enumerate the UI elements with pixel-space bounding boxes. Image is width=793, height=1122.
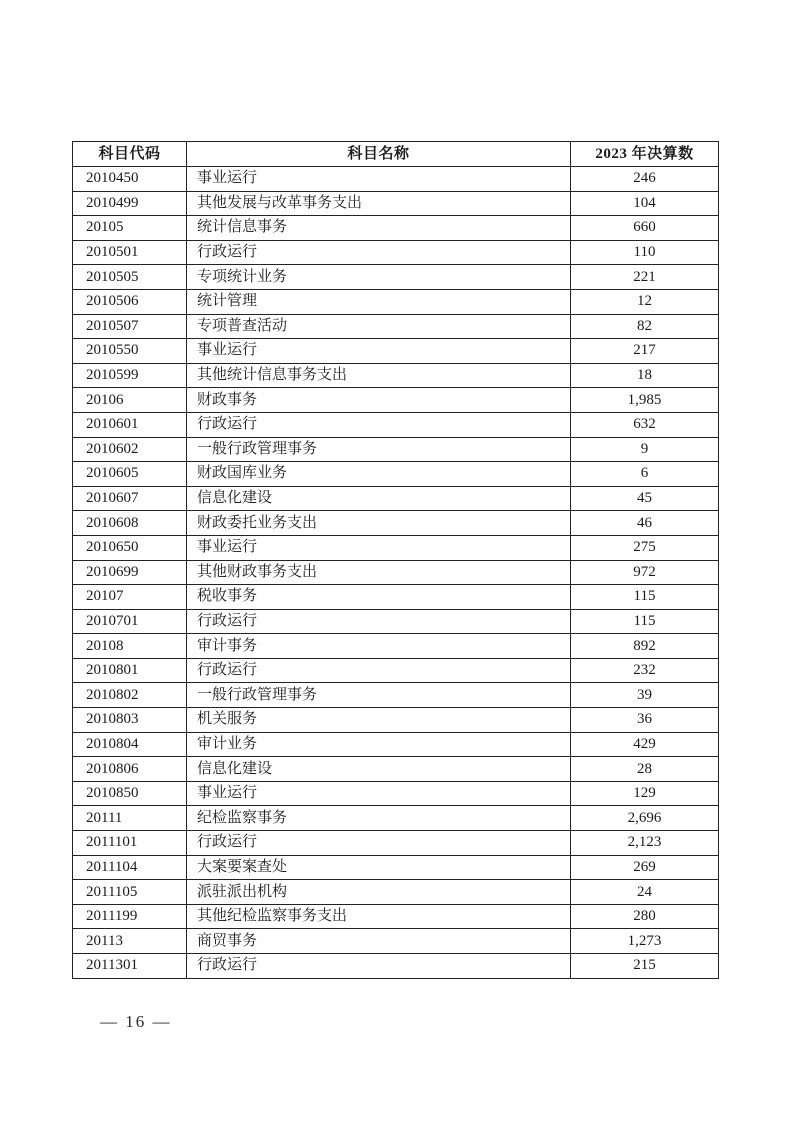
cell-subject-name: 其他发展与改革事务支出: [187, 191, 571, 216]
table-row: [73, 781, 719, 806]
cell-final-account-amount: 2,696: [571, 806, 719, 831]
cell-subject-code: 2010806: [73, 757, 187, 782]
cell-final-account-amount: 115: [571, 609, 719, 634]
cell-subject-name: 财政委托业务支出: [187, 511, 571, 536]
table-row: [73, 954, 719, 979]
cell-subject-code: 2010699: [73, 560, 187, 585]
table-row: [73, 289, 719, 314]
cell-subject-name: 统计信息事务: [187, 216, 571, 241]
cell-subject-code: 2011199: [73, 904, 187, 929]
cell-final-account-amount: 104: [571, 191, 719, 216]
cell-final-account-amount: 972: [571, 560, 719, 585]
cell-subject-name: 一般行政管理事务: [187, 683, 571, 708]
cell-final-account-amount: 232: [571, 658, 719, 683]
cell-final-account-amount: 2,123: [571, 831, 719, 856]
cell-subject-code: 2010850: [73, 781, 187, 806]
cell-final-account-amount: 36: [571, 708, 719, 733]
cell-subject-name: 其他财政事务支出: [187, 560, 571, 585]
cell-subject-code: 2010608: [73, 511, 187, 536]
cell-subject-code: 20106: [73, 388, 187, 413]
cell-subject-code: 20108: [73, 634, 187, 659]
cell-subject-name: 行政运行: [187, 412, 571, 437]
table-row: [73, 880, 719, 905]
cell-subject-code: 2010605: [73, 462, 187, 487]
table-row: [73, 388, 719, 413]
table-row: [73, 511, 719, 536]
cell-subject-code: 2010601: [73, 412, 187, 437]
cell-subject-name: 事业运行: [187, 339, 571, 364]
cell-final-account-amount: 45: [571, 486, 719, 511]
cell-subject-name: 行政运行: [187, 240, 571, 265]
cell-final-account-amount: 82: [571, 314, 719, 339]
table-row: [73, 831, 719, 856]
cell-subject-code: 2010501: [73, 240, 187, 265]
cell-final-account-amount: 110: [571, 240, 719, 265]
cell-subject-code: 2010506: [73, 289, 187, 314]
cell-subject-name: 专项普查活动: [187, 314, 571, 339]
cell-subject-code: 2010599: [73, 363, 187, 388]
cell-subject-name: 事业运行: [187, 535, 571, 560]
cell-subject-name: 其他统计信息事务支出: [187, 363, 571, 388]
column-header-name: 科目名称: [187, 142, 571, 167]
cell-final-account-amount: 1,273: [571, 929, 719, 954]
cell-subject-code: 2010450: [73, 167, 187, 192]
cell-subject-name: 派驻派出机构: [187, 880, 571, 905]
cell-subject-name: 大案要案查处: [187, 855, 571, 880]
cell-final-account-amount: 429: [571, 732, 719, 757]
table-row: [73, 240, 719, 265]
cell-subject-name: 其他纪检监察事务支出: [187, 904, 571, 929]
cell-final-account-amount: 280: [571, 904, 719, 929]
cell-final-account-amount: 1,985: [571, 388, 719, 413]
table-row: [73, 265, 719, 290]
table-row: [73, 412, 719, 437]
cell-subject-code: 2010801: [73, 658, 187, 683]
cell-subject-name: 审计业务: [187, 732, 571, 757]
cell-subject-code: 2011104: [73, 855, 187, 880]
table-row: [73, 855, 719, 880]
cell-subject-code: 2010701: [73, 609, 187, 634]
table-row: [73, 339, 719, 364]
table-row: [73, 216, 719, 241]
cell-subject-code: 2010607: [73, 486, 187, 511]
cell-subject-code: 2011101: [73, 831, 187, 856]
cell-subject-code: 2010804: [73, 732, 187, 757]
table-row: [73, 191, 719, 216]
table-row: [73, 535, 719, 560]
cell-final-account-amount: 246: [571, 167, 719, 192]
cell-final-account-amount: 12: [571, 289, 719, 314]
cell-final-account-amount: 221: [571, 265, 719, 290]
cell-final-account-amount: 6: [571, 462, 719, 487]
cell-subject-code: 2010650: [73, 535, 187, 560]
cell-subject-code: 2011301: [73, 954, 187, 979]
cell-final-account-amount: 215: [571, 954, 719, 979]
table-row: [73, 585, 719, 610]
cell-final-account-amount: 46: [571, 511, 719, 536]
cell-subject-name: 财政事务: [187, 388, 571, 413]
cell-final-account-amount: 632: [571, 412, 719, 437]
table-row: [73, 314, 719, 339]
cell-subject-name: 一般行政管理事务: [187, 437, 571, 462]
column-header-amount: 2023 年决算数: [571, 142, 719, 167]
cell-subject-name: 行政运行: [187, 831, 571, 856]
cell-final-account-amount: 660: [571, 216, 719, 241]
cell-subject-name: 专项统计业务: [187, 265, 571, 290]
cell-subject-name: 信息化建设: [187, 486, 571, 511]
table-row: [73, 560, 719, 585]
cell-subject-code: 2011105: [73, 880, 187, 905]
table-row: [73, 167, 719, 192]
cell-subject-name: 信息化建设: [187, 757, 571, 782]
cell-subject-code: 2010602: [73, 437, 187, 462]
cell-subject-code: 2010802: [73, 683, 187, 708]
table-row: [73, 658, 719, 683]
cell-subject-code: 2010507: [73, 314, 187, 339]
table-row: [73, 708, 719, 733]
cell-subject-name: 审计事务: [187, 634, 571, 659]
cell-subject-code: 2010499: [73, 191, 187, 216]
cell-final-account-amount: 269: [571, 855, 719, 880]
page-number: — 16 —: [100, 1012, 172, 1031]
cell-final-account-amount: 275: [571, 535, 719, 560]
cell-subject-name: 行政运行: [187, 954, 571, 979]
table-row: [73, 757, 719, 782]
budget-table: [72, 141, 719, 979]
cell-subject-code: 2010550: [73, 339, 187, 364]
cell-final-account-amount: 892: [571, 634, 719, 659]
cell-subject-name: 事业运行: [187, 781, 571, 806]
table-row: [73, 732, 719, 757]
table-header-row: [73, 142, 719, 167]
cell-subject-name: 财政国库业务: [187, 462, 571, 487]
table-row: [73, 486, 719, 511]
cell-final-account-amount: 115: [571, 585, 719, 610]
cell-subject-code: 2010505: [73, 265, 187, 290]
table-row: [73, 806, 719, 831]
cell-final-account-amount: 217: [571, 339, 719, 364]
cell-subject-name: 统计管理: [187, 289, 571, 314]
cell-final-account-amount: 28: [571, 757, 719, 782]
cell-subject-code: 20113: [73, 929, 187, 954]
table-row: [73, 437, 719, 462]
table-row: [73, 363, 719, 388]
cell-subject-name: 行政运行: [187, 658, 571, 683]
column-header-code: 科目代码: [73, 142, 187, 167]
cell-subject-name: 纪检监察事务: [187, 806, 571, 831]
cell-subject-name: 机关服务: [187, 708, 571, 733]
table-row: [73, 929, 719, 954]
cell-subject-name: 商贸事务: [187, 929, 571, 954]
cell-final-account-amount: 9: [571, 437, 719, 462]
cell-subject-code: 20107: [73, 585, 187, 610]
cell-final-account-amount: 129: [571, 781, 719, 806]
cell-subject-name: 事业运行: [187, 167, 571, 192]
cell-subject-code: 20111: [73, 806, 187, 831]
cell-subject-code: 2010803: [73, 708, 187, 733]
table-row: [73, 904, 719, 929]
cell-subject-name: 行政运行: [187, 609, 571, 634]
table-row: [73, 609, 719, 634]
table-row: [73, 634, 719, 659]
cell-final-account-amount: 39: [571, 683, 719, 708]
cell-final-account-amount: 18: [571, 363, 719, 388]
table-row: [73, 683, 719, 708]
cell-final-account-amount: 24: [571, 880, 719, 905]
table-row: [73, 462, 719, 487]
cell-subject-code: 20105: [73, 216, 187, 241]
cell-subject-name: 税收事务: [187, 585, 571, 610]
